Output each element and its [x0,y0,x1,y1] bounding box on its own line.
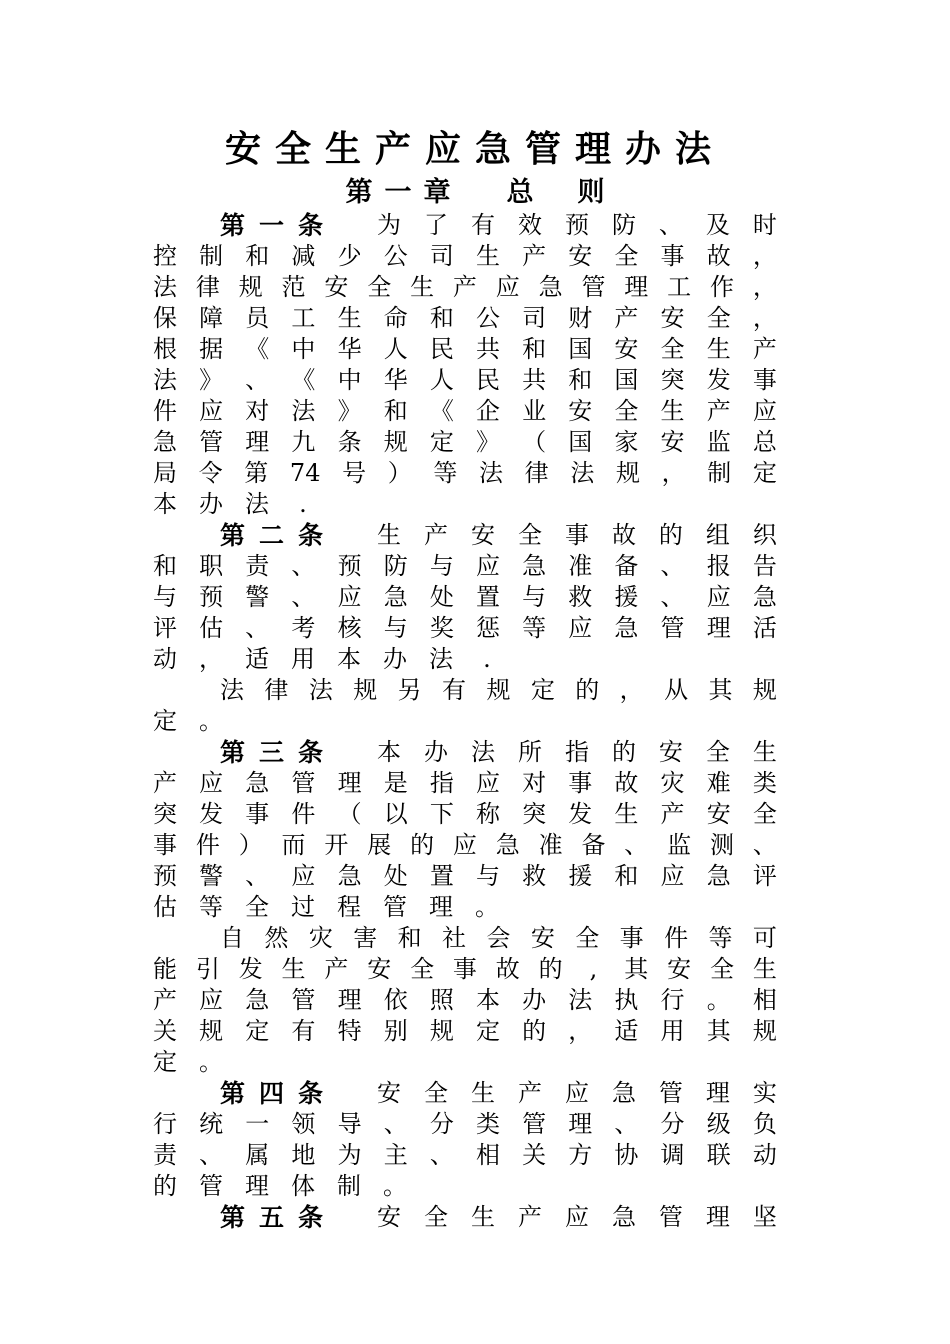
article-line: 的 管 理 体 制 。 [153,1172,407,1200]
article-line: 责 、 属 地 为 主 、 相 关 方 协 调 联 动 [153,1141,777,1169]
article-line: 产 应 急 管 理 是 指 应 对 事 故 灾 难 类 [153,769,777,797]
paragraph-first-line: 自 然 灾 害 和 社 会 安 全 事 件 等 可 [220,924,777,952]
article-label: 第三条 [220,738,338,767]
article-line: 动 ， 适 用 本 办 法 . [153,645,491,673]
article-line: 事 件 ） 而 开 展 的 应 急 准 备 、 监 测 、 [153,831,777,859]
article-text: 安 全 生 产 应 急 管 理 坚 [377,1203,777,1231]
chapter-number: 第一章 [345,177,463,208]
paragraph-line: 定 。 [153,1048,223,1076]
article-line: 保 障 员 工 生 命 和 公 司 财 产 安 全 ， [153,304,777,332]
article-first-line [220,1202,777,1233]
chapter-name-2: 则 [577,177,605,208]
article-label: 第一条 [220,211,338,240]
paragraph-first-line: 法 律 法 规 另 有 规 定 的 ， 从 其 规 [220,676,777,704]
article-line: 和 职 责 、 预 防 与 应 急 准 备 、 报 告 [153,552,777,580]
article-line: 预 警 、 应 急 处 置 与 救 援 和 应 急 评 [153,862,777,890]
article-label: 第二条 [220,521,338,550]
article-text: 生 产 安 全 事 故 的 组 织 [377,521,777,549]
article-line: 控 制 和 减 少 公 司 生 产 安 全 事 故 ， [153,242,777,270]
article-line: 突 发 事 件 （ 以 下 称 突 发 生 产 安 全 [153,800,777,828]
article-line: 法 律 规 范 安 全 生 产 应 急 管 理 工 作 ， [153,273,777,301]
chapter-name-1: 总 [506,177,534,208]
paragraph-line: 关 规 定 有 特 别 规 定 的 ， 适 用 其 规 [153,1017,777,1045]
article-first-line [220,737,777,768]
article-text: 本 办 法 所 指 的 安 全 生 [377,738,777,766]
article-line: 行 统 一 领 导 、 分 类 管 理 、 分 级 负 [153,1110,777,1138]
article-label: 第四条 [220,1079,338,1108]
article-first-line [220,210,777,241]
article-line: 与 预 警 、 应 急 处 置 与 救 援 、 应 急 [153,583,777,611]
article-first-line [220,520,777,551]
article-first-line [220,1078,777,1109]
chapter-heading [0,176,950,210]
article-text: 安 全 生 产 应 急 管 理 实 [377,1079,777,1107]
article-line: 评 估 、 考 核 与 奖 惩 等 应 急 管 理 活 [153,614,777,642]
paragraph-line: 产 应 急 管 理 依 照 本 办 法 执 行 。 相 [153,986,777,1014]
paragraph-line: 定 。 [153,707,223,735]
document-title: 安全生产应急管理办法 [224,129,725,170]
article-label: 第五条 [220,1203,338,1232]
article-text: 为 了 有 效 预 防 、 及 时 [377,211,777,239]
paragraph-line: 能 引 发 生 产 安 全 事 故 的 , 其 安 全 生 [153,955,777,983]
article-line: 根 据 《 中 华 人 民 共 和 国 安 全 生 产 [153,335,777,363]
article-line: 件 应 对 法 》 和 《 企 业 安 全 生 产 应 [153,397,777,425]
article-line: 局 令 第 74 号 ） 等 法 律 法 规 ， 制 定 [153,459,777,487]
article-line: 估 等 全 过 程 管 理 。 [153,893,499,921]
article-line: 急 管 理 九 条 规 定 》 （ 国 家 安 监 总 [153,428,777,456]
article-line: 法 》 、 《 中 华 人 民 共 和 国 突 发 事 [153,366,777,394]
article-line: 本 办 法 . [153,490,307,518]
